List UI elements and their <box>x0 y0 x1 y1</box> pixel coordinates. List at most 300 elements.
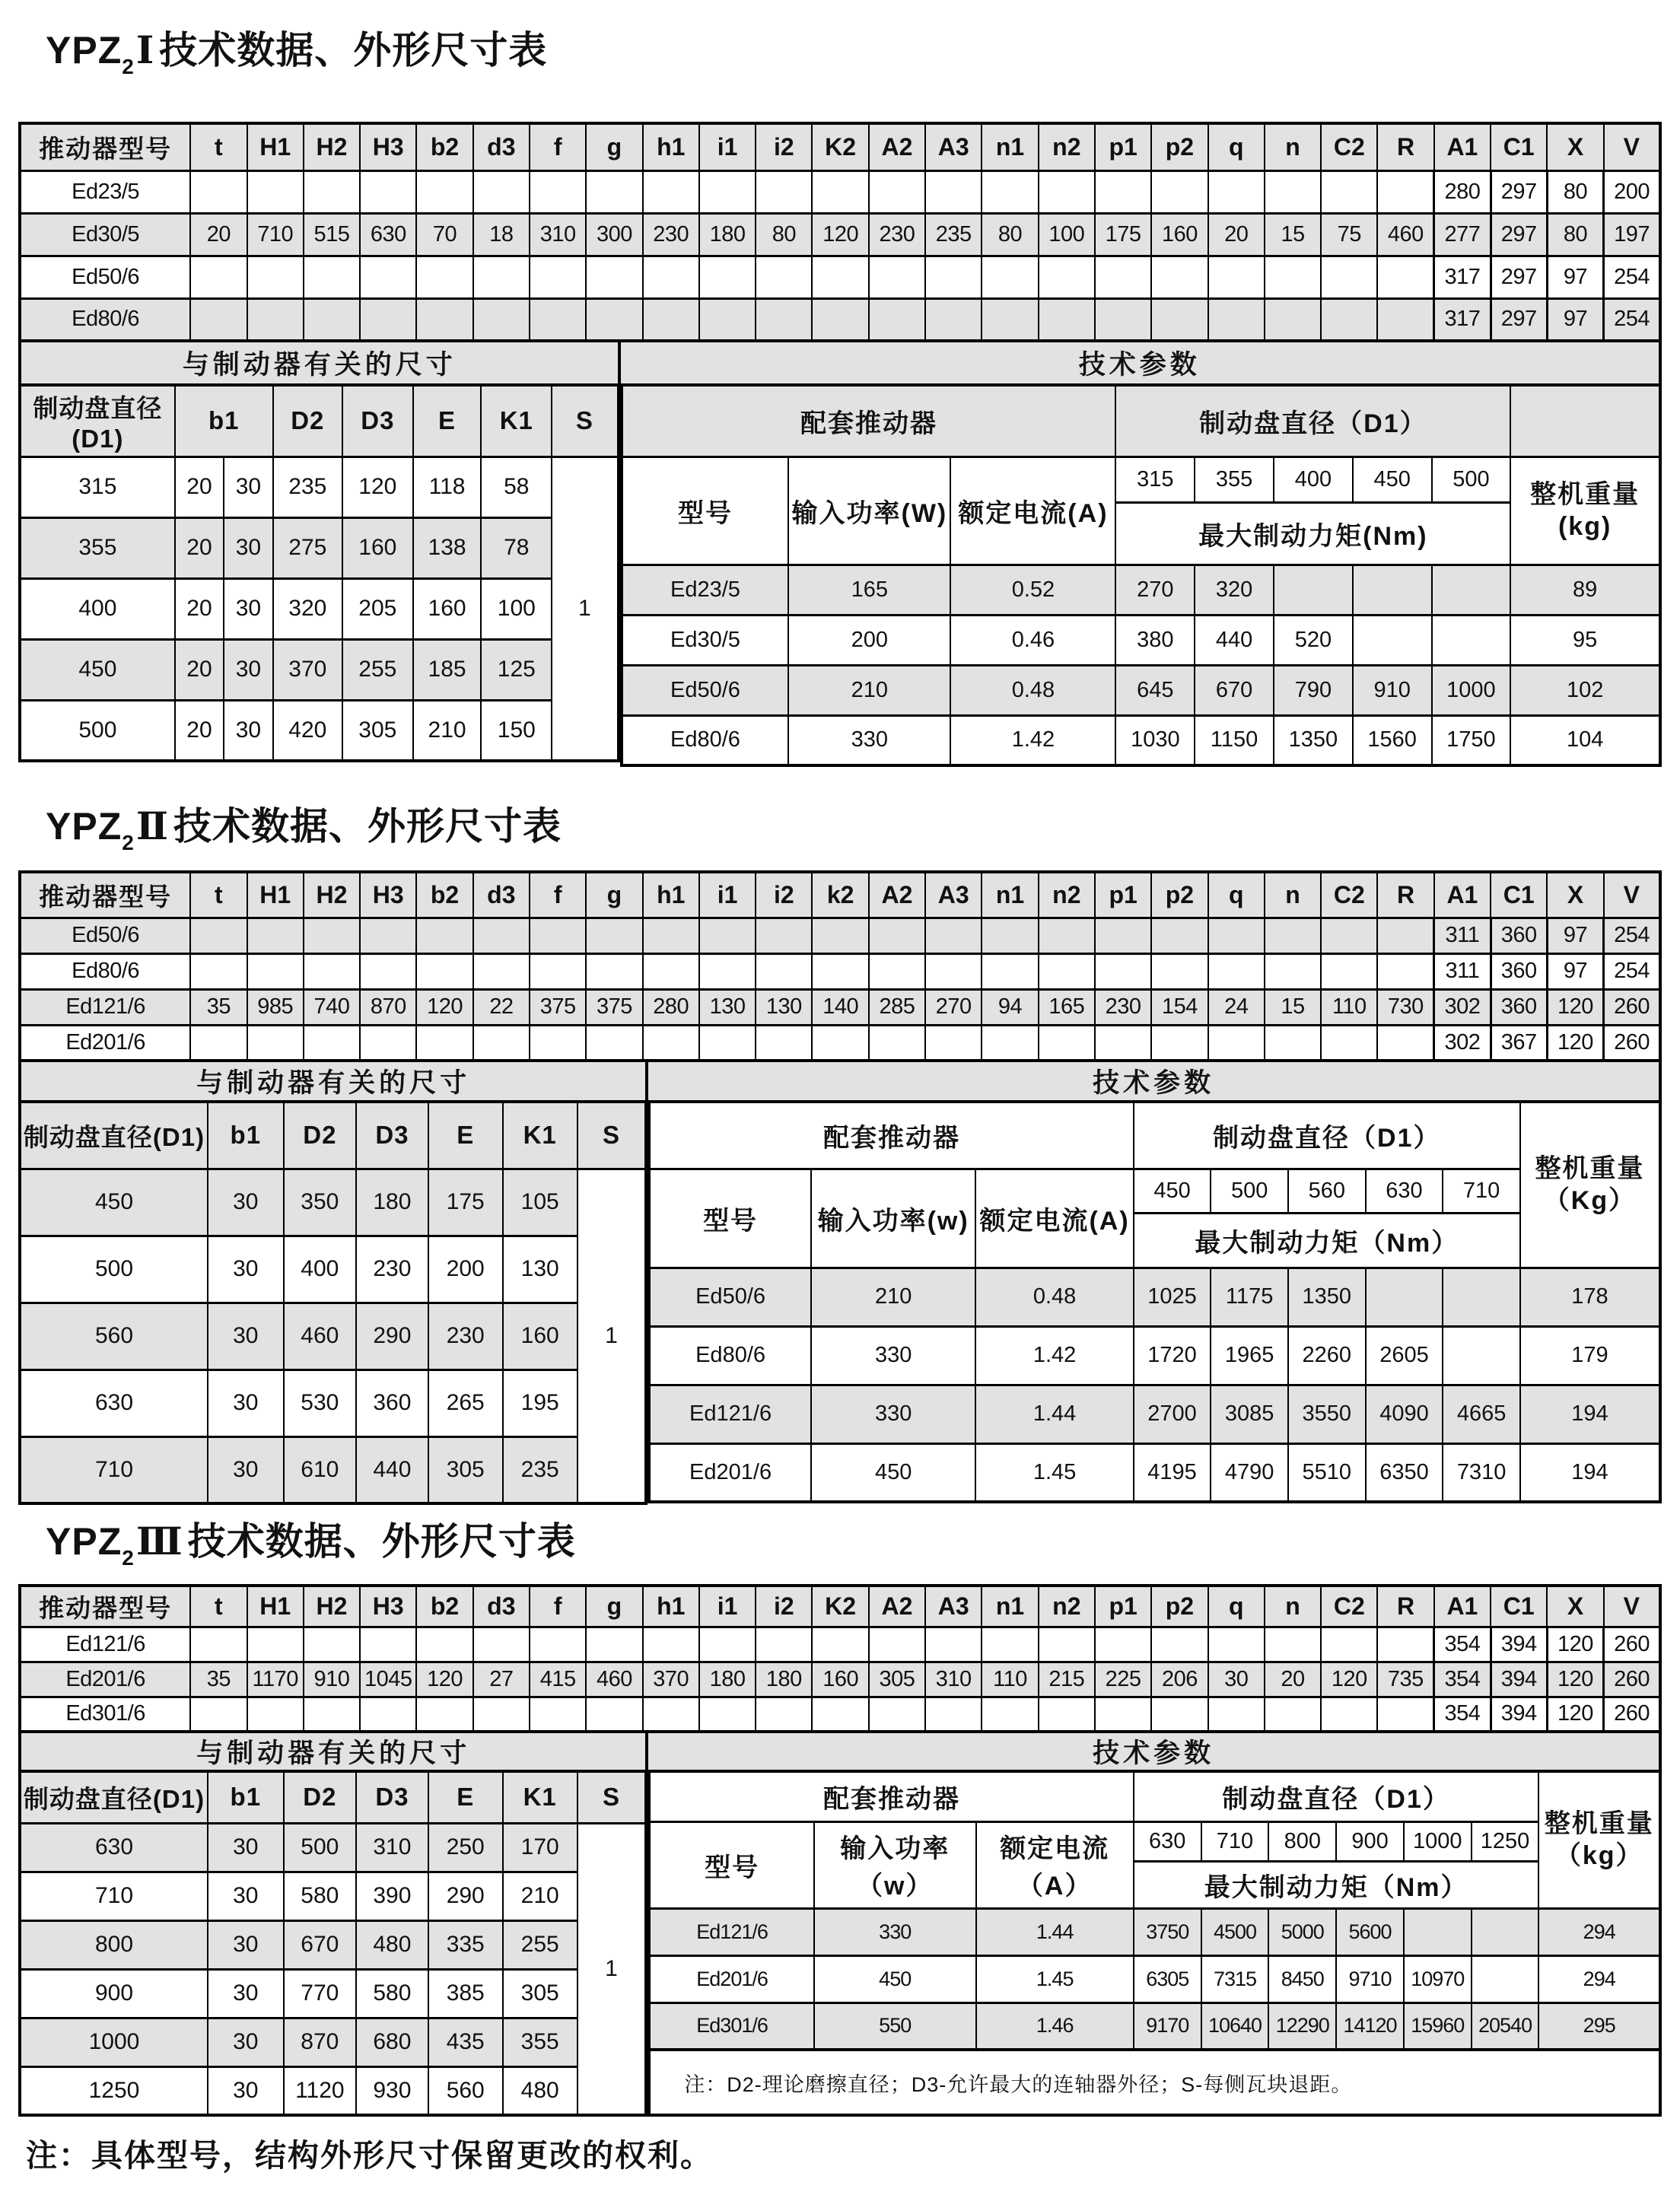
title-subscript: 2 <box>122 1546 135 1570</box>
dim-cell <box>190 170 247 213</box>
section-band <box>18 1733 1662 1770</box>
column-header: n1 <box>982 123 1038 170</box>
tail-cell: 120 <box>1547 989 1603 1025</box>
brake-dim-cell: 670 <box>284 1920 356 1969</box>
weight-header <box>1510 456 1660 565</box>
brake-dim-cell: 1250 <box>20 2066 208 2115</box>
table-row <box>20 1169 646 1236</box>
torque-cell: 14120 <box>1336 2003 1404 2050</box>
column-header: A3 <box>925 123 982 170</box>
column-header: H2 <box>304 1586 360 1627</box>
dim-cell <box>1265 1025 1321 1061</box>
dim-cell <box>925 953 982 989</box>
tail-cell: 360 <box>1491 953 1547 989</box>
tail-cell: 97 <box>1547 918 1603 953</box>
current-header: 额定电流(A) <box>950 456 1115 565</box>
dim-cell: 130 <box>756 989 812 1025</box>
dim-cell <box>869 256 925 298</box>
column-header: C2 <box>1321 1586 1377 1627</box>
table-row <box>649 1268 1660 1326</box>
title-series-numeral: Ⅰ <box>135 27 155 72</box>
table-row <box>20 989 1660 1025</box>
dim-cell: 730 <box>1377 989 1433 1025</box>
table-row <box>20 256 1660 298</box>
tail-cell: 80 <box>1547 170 1603 213</box>
brake-dim-cell: 560 <box>20 1303 208 1369</box>
column-header: S <box>552 385 618 456</box>
table-head <box>622 385 1660 565</box>
column-header: A3 <box>925 1586 982 1627</box>
weight-header-line: （Kg） <box>1543 1186 1637 1216</box>
dim-cell: 120 <box>416 989 473 1025</box>
dim-cell: 22 <box>473 989 530 1025</box>
d1-value-cell: 500 <box>1211 1169 1288 1213</box>
dim-cell <box>1208 1627 1265 1662</box>
model-cell: Ed50/6 <box>20 918 190 953</box>
dim-cell: 710 <box>247 213 304 256</box>
dim-cell <box>360 256 416 298</box>
dim-cell <box>530 256 586 298</box>
title-text: 技术数据、外形尺寸表 <box>187 1520 576 1563</box>
header-row <box>20 872 1660 918</box>
dim-cell: 110 <box>982 1662 1038 1697</box>
section-ypz2-2 <box>18 802 1662 1505</box>
column-header: p2 <box>1151 123 1208 170</box>
column-header: d3 <box>473 872 530 918</box>
group-header-pairing: 配套推动器 <box>622 385 1116 456</box>
weight-cell: 89 <box>1510 565 1660 615</box>
dim-cell <box>304 1025 360 1061</box>
brake-dimension-table <box>18 1770 648 2117</box>
column-header: p2 <box>1151 1586 1208 1627</box>
torque-cell: 5510 <box>1288 1443 1366 1502</box>
torque-cell <box>1366 1268 1443 1326</box>
param-model-cell: Ed30/5 <box>622 615 789 665</box>
dim-cell <box>1095 298 1151 341</box>
dim-cell <box>247 1697 304 1732</box>
dim-cell <box>190 918 247 953</box>
title-series-numeral: Ⅲ <box>135 1519 183 1564</box>
dim-cell <box>416 170 473 213</box>
title-text: 技术数据、外形尺寸表 <box>159 29 548 72</box>
table-row <box>20 1627 1660 1662</box>
column-header: i2 <box>756 872 812 918</box>
brake-dim-cell: 400 <box>20 578 175 639</box>
dim-cell: 80 <box>982 213 1038 256</box>
dim-cell: 630 <box>360 213 416 256</box>
power-header: 输入功率（w） <box>814 1821 976 1908</box>
column-header: C1 <box>1491 123 1547 170</box>
weight-cell: 179 <box>1520 1326 1660 1385</box>
power-cell: 330 <box>788 715 950 765</box>
group-header-row <box>622 385 1660 456</box>
dim-cell <box>812 1627 868 1662</box>
tail-cell: 260 <box>1604 1025 1660 1061</box>
column-header: b2 <box>416 1586 473 1627</box>
column-header: K1 <box>503 1771 578 1823</box>
torque-cell: 3550 <box>1288 1385 1366 1443</box>
brake-dim-cell: 355 <box>20 517 175 578</box>
weight-header <box>1520 1102 1660 1268</box>
header-row <box>20 385 619 456</box>
param-model-cell: Ed201/6 <box>649 1955 814 2003</box>
brake-dim-cell: 400 <box>284 1236 356 1303</box>
brake-dim-cell: 30 <box>208 1969 284 2018</box>
dim-cell: 415 <box>530 1662 586 1697</box>
group-header-d1: 制动盘直径（D1） <box>1134 1771 1539 1821</box>
dim-cell: 375 <box>530 989 586 1025</box>
table-head <box>649 1771 1660 1908</box>
group-header-d1: 制动盘直径（D1） <box>1115 385 1510 456</box>
column-header: g <box>586 1586 642 1627</box>
table-head <box>20 1102 646 1169</box>
model-cell: Ed121/6 <box>20 989 190 1025</box>
torque-cell: 2605 <box>1366 1326 1443 1385</box>
section-band <box>18 342 1662 383</box>
torque-cell: 3085 <box>1211 1385 1288 1443</box>
dim-cell: 20 <box>190 213 247 256</box>
dim-cell <box>756 1697 812 1732</box>
table-body <box>20 170 1660 341</box>
dim-cell <box>416 953 473 989</box>
tail-cell: 277 <box>1434 213 1491 256</box>
dim-cell <box>586 953 642 989</box>
tail-cell: 260 <box>1604 989 1660 1025</box>
column-header: H3 <box>360 123 416 170</box>
tail-cell: 200 <box>1604 170 1660 213</box>
torque-cell: 1000 <box>1432 665 1511 715</box>
torque-cell <box>1443 1268 1520 1326</box>
dim-cell <box>699 298 756 341</box>
torque-cell: 9170 <box>1134 2003 1201 2050</box>
dim-cell: 230 <box>643 213 699 256</box>
weight-cell: 178 <box>1520 1268 1660 1326</box>
dim-cell <box>699 1697 756 1732</box>
dim-cell <box>643 298 699 341</box>
torque-cell <box>1443 1326 1520 1385</box>
sections-container <box>18 26 1662 2117</box>
dim-cell <box>190 1025 247 1061</box>
torque-cell: 440 <box>1195 615 1274 665</box>
column-header: d3 <box>473 1586 530 1627</box>
brake-dim-cell: 290 <box>356 1303 428 1369</box>
dim-cell <box>1208 298 1265 341</box>
dim-cell: 120 <box>416 1662 473 1697</box>
column-header: A1 <box>1434 1586 1491 1627</box>
d1-value-cell: 500 <box>1432 456 1511 502</box>
table-body <box>20 1823 646 2115</box>
brake-dim-cell: 20 <box>175 578 224 639</box>
s-cell: 1 <box>578 1823 647 2115</box>
brake-dim-cell: 900 <box>20 1969 208 2018</box>
param-model-cell: Ed80/6 <box>622 715 789 765</box>
dim-cell <box>530 1627 586 1662</box>
column-header: H1 <box>247 872 304 918</box>
dim-cell: 30 <box>1208 1662 1265 1697</box>
tail-cell: 297 <box>1491 256 1547 298</box>
dim-cell <box>812 953 868 989</box>
d1-values-row <box>622 456 1660 502</box>
torque-cell: 7310 <box>1443 1443 1520 1502</box>
dim-cell <box>586 918 642 953</box>
torque-cell: 7315 <box>1201 1955 1269 2003</box>
right-column <box>648 1770 1662 2117</box>
group-header-d1: 制动盘直径（D1） <box>1134 1102 1520 1169</box>
dim-cell <box>1321 1697 1377 1732</box>
header-row <box>20 1771 646 1823</box>
brake-dim-cell: 30 <box>208 1872 284 1920</box>
left-column <box>18 383 620 767</box>
weight-cell: 104 <box>1510 715 1660 765</box>
dim-cell <box>530 953 586 989</box>
dim-cell: 206 <box>1151 1662 1208 1697</box>
brake-dim-cell: 105 <box>503 1169 578 1236</box>
title-brand: YPZ <box>46 805 123 848</box>
dim-cell: 160 <box>812 1662 868 1697</box>
table-body <box>649 1268 1660 1502</box>
torque-cell: 6305 <box>1134 1955 1201 2003</box>
table-row <box>20 2018 646 2066</box>
dim-cell: 1045 <box>360 1662 416 1697</box>
dim-cell <box>473 298 530 341</box>
column-header: X <box>1547 123 1603 170</box>
brake-dim-cell: 500 <box>20 1236 208 1303</box>
dim-cell: 18 <box>473 213 530 256</box>
column-header: E <box>428 1771 503 1823</box>
tail-cell: 317 <box>1434 298 1491 341</box>
band-left-label: 与制动器有关的尺寸 <box>21 342 621 383</box>
tail-cell: 311 <box>1434 918 1491 953</box>
table-row <box>622 565 1660 615</box>
column-header: q <box>1208 123 1265 170</box>
dim-cell <box>304 298 360 341</box>
dim-cell <box>473 170 530 213</box>
brake-dim-cell: 560 <box>428 2066 503 2115</box>
dim-cell <box>1039 170 1095 213</box>
power-cell: 210 <box>811 1268 976 1326</box>
column-header: n2 <box>1039 123 1095 170</box>
brake-dim-cell: 125 <box>481 639 552 700</box>
dim-cell <box>416 918 473 953</box>
dim-cell <box>982 256 1038 298</box>
dim-cell <box>982 1627 1038 1662</box>
dim-cell <box>190 256 247 298</box>
brake-dim-cell: 160 <box>503 1303 578 1369</box>
brake-dim-cell: 78 <box>481 517 552 578</box>
column-header: t <box>190 1586 247 1627</box>
group-header-pairing: 配套推动器 <box>649 1102 1133 1169</box>
brake-dimension-table <box>18 383 620 762</box>
dim-cell <box>982 918 1038 953</box>
torque-cell: 2260 <box>1288 1326 1366 1385</box>
dim-cell <box>1321 298 1377 341</box>
header-row <box>20 1586 1660 1627</box>
param-model-cell: Ed201/6 <box>649 1443 811 1502</box>
dim-cell <box>473 1025 530 1061</box>
table-row <box>20 298 1660 341</box>
d1-value-cell: 450 <box>1353 456 1432 502</box>
torque-cell: 4090 <box>1366 1385 1443 1443</box>
dim-cell <box>586 298 642 341</box>
dim-cell: 870 <box>360 989 416 1025</box>
tail-cell: 120 <box>1547 1662 1603 1697</box>
power-cell: 450 <box>811 1443 976 1502</box>
tail-cell: 97 <box>1547 256 1603 298</box>
brake-dim-cell: 710 <box>20 1872 208 1920</box>
brake-dim-cell: 450 <box>20 1169 208 1236</box>
dim-cell <box>1095 1627 1151 1662</box>
dim-cell <box>1095 1697 1151 1732</box>
param-model-cell: Ed80/6 <box>649 1326 811 1385</box>
torque-cell: 10970 <box>1404 1955 1472 2003</box>
dim-cell: 180 <box>699 213 756 256</box>
dim-cell <box>699 1025 756 1061</box>
dim-cell <box>1321 918 1377 953</box>
table-row <box>20 1436 646 1503</box>
title-subscript: 2 <box>122 831 135 854</box>
brake-dim-cell: 460 <box>284 1303 356 1369</box>
column-header-model: 推动器型号 <box>20 1586 190 1627</box>
brake-dim-cell: 30 <box>208 1823 284 1872</box>
column-header: b1 <box>208 1102 284 1169</box>
dim-cell: 35 <box>190 989 247 1025</box>
torque-cell: 1750 <box>1432 715 1511 765</box>
header-row <box>20 1102 646 1169</box>
param-model-cell: Ed50/6 <box>622 665 789 715</box>
dim-cell <box>304 1627 360 1662</box>
torque-cell: 1560 <box>1353 715 1432 765</box>
column-header: p1 <box>1095 123 1151 170</box>
tail-cell: 394 <box>1491 1662 1547 1697</box>
brake-dim-cell: 390 <box>356 1872 428 1920</box>
column-header: A2 <box>869 123 925 170</box>
dim-cell: 27 <box>473 1662 530 1697</box>
column-header: h1 <box>643 872 699 918</box>
torque-cell <box>1404 1908 1472 1955</box>
power-cell: 200 <box>788 615 950 665</box>
brake-dim-cell: 118 <box>413 456 482 517</box>
title-text: 技术数据、外形尺寸表 <box>173 805 562 848</box>
dim-cell <box>530 918 586 953</box>
brake-dim-cell: 305 <box>503 1969 578 2018</box>
brake-dim-cell: 30 <box>224 456 272 517</box>
tail-cell: 197 <box>1604 213 1660 256</box>
brake-dim-cell: 440 <box>356 1436 428 1503</box>
column-header: K1 <box>503 1102 578 1169</box>
dim-cell <box>360 953 416 989</box>
column-header: n <box>1265 1586 1321 1627</box>
power-header: 输入功率(W) <box>788 456 950 565</box>
dim-cell: 140 <box>812 989 868 1025</box>
dim-cell <box>190 298 247 341</box>
table-row <box>649 1955 1660 2003</box>
dim-cell: 15 <box>1265 989 1321 1025</box>
brake-dim-cell: 210 <box>413 700 482 761</box>
dim-cell <box>530 1697 586 1732</box>
dim-cell <box>925 256 982 298</box>
table-head <box>20 1771 646 1823</box>
weight-header <box>1538 1771 1660 1908</box>
dim-cell: 180 <box>699 1662 756 1697</box>
dim-cell <box>247 1627 304 1662</box>
torque-cell: 1025 <box>1134 1268 1211 1326</box>
dim-cell <box>473 918 530 953</box>
brake-dim-cell: 30 <box>224 639 272 700</box>
brake-dim-cell: 870 <box>284 2018 356 2066</box>
table-row <box>649 1326 1660 1385</box>
datasheet-page <box>0 26 1680 2195</box>
right-column <box>620 383 1662 767</box>
brake-dim-cell: 255 <box>342 639 413 700</box>
table-body <box>20 1627 1660 1732</box>
dim-cell <box>699 256 756 298</box>
column-header: q <box>1208 1586 1265 1627</box>
dim-cell <box>416 1627 473 1662</box>
brake-dim-cell: 30 <box>208 1369 284 1436</box>
dim-cell <box>982 170 1038 213</box>
dim-cell <box>1039 298 1095 341</box>
torque-cell: 320 <box>1195 565 1274 615</box>
column-header: K1 <box>481 385 552 456</box>
column-header: n2 <box>1039 872 1095 918</box>
dim-cell <box>190 1627 247 1662</box>
brake-dim-cell: 930 <box>356 2066 428 2115</box>
dim-cell: 20 <box>1265 1662 1321 1697</box>
param-model-cell: Ed23/5 <box>622 565 789 615</box>
brake-dim-cell: 20 <box>175 639 224 700</box>
dim-cell: 375 <box>586 989 642 1025</box>
weight-cell: 294 <box>1538 1955 1660 2003</box>
torque-cell: 6350 <box>1366 1443 1443 1502</box>
table-row <box>20 1823 646 1872</box>
param-model-cell: Ed50/6 <box>649 1268 811 1326</box>
column-header: f <box>530 123 586 170</box>
column-header: A2 <box>869 872 925 918</box>
footer-note: 注：具体型号，结构外形尺寸保留更改的权利。 <box>26 2138 713 2173</box>
dim-cell: 80 <box>756 213 812 256</box>
dim-cell <box>304 918 360 953</box>
column-header-model: 推动器型号 <box>20 872 190 918</box>
d1-value-cell: 560 <box>1288 1169 1366 1213</box>
column-header: C1 <box>1491 1586 1547 1627</box>
dim-cell <box>1095 256 1151 298</box>
table-row <box>622 615 1660 665</box>
brake-dim-cell: 580 <box>356 1969 428 2018</box>
d1-value-cell: 450 <box>1134 1169 1211 1213</box>
dim-cell <box>982 1025 1038 1061</box>
table-row <box>20 1236 646 1303</box>
table-head <box>20 385 619 456</box>
brake-dimension-table <box>18 1100 648 1505</box>
dim-cell <box>812 170 868 213</box>
dim-cell <box>643 918 699 953</box>
column-header: d3 <box>473 123 530 170</box>
weight-header-line: 整机重量(kg) <box>1530 479 1640 541</box>
s-cell: 1 <box>552 456 618 761</box>
d1-value-cell: 1000 <box>1404 1821 1472 1861</box>
dim-cell <box>1321 256 1377 298</box>
dim-cell <box>247 298 304 341</box>
torque-cell: 5600 <box>1336 1908 1404 1955</box>
column-header: H1 <box>247 123 304 170</box>
dim-cell <box>1377 953 1433 989</box>
column-header: b1 <box>175 385 273 456</box>
dim-cell <box>360 1627 416 1662</box>
d1-value-cell: 630 <box>1134 1821 1201 1861</box>
d1-value-cell: 900 <box>1336 1821 1404 1861</box>
dim-cell: 130 <box>699 989 756 1025</box>
brake-dim-cell: 580 <box>284 1872 356 1920</box>
